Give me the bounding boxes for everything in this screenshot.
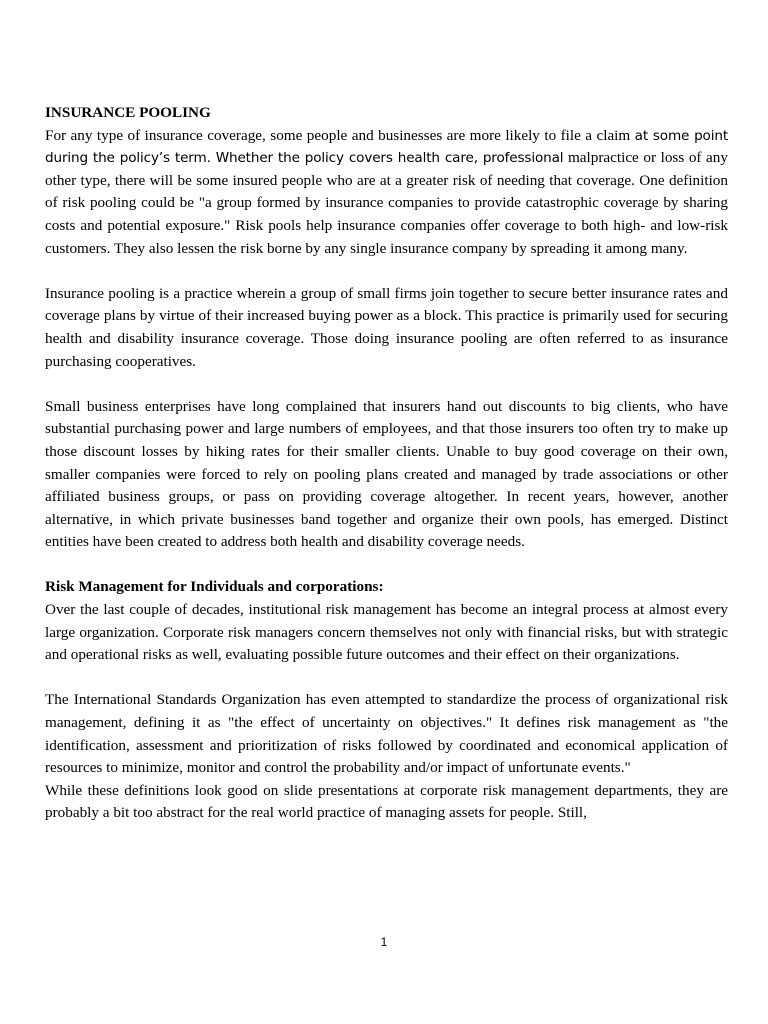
paragraph-spacer	[45, 667, 728, 690]
paragraph-small-business: Small business enterprises have long complained that insurers hand out discounts to big clients, who have substantial purchasing power and large numbers of employees, and that those insurers too often try to make up those discount losses by hiking rates for their smaller clients. Unable to buy good coverage on their own, smaller companies were forced to rely on pooling plans created and managed by trade associations or other affiliated business groups, or pass on providing coverage altogether. In recent years, however, another alternative, in which private businesses band together and organize their own pools, has emerged. Distinct entities have been created to address both health and disability coverage needs.	[45, 397, 728, 551]
paragraph-iso-definition: The International Standards Organization has even attempted to standardize the process of organizational risk management, defining it as "the effect of uncertainty on objectives." It defines risk management as "the identification, assessment and prioritization of risks followed by coordinated and economical application of resources to minimize, monitor and control the probability and/or impact of unfortunate events."	[45, 691, 728, 777]
paragraph-institutional-risk-management: Over the last couple of decades, institutional risk management has become an integral process at almost every large organization. Corporate risk managers concern themselves not only with financial risks, but with strategic and operational risks as well, evaluating possible future outcomes and their effect on their organizations.	[45, 601, 728, 664]
paragraph-text-segment: malpractice or loss of any other type, there will be some insured people who are at a greater risk of needing that coverage. One definition of risk pooling could be "a group formed by insurance companies to provide catastrophic coverage by sharing costs and potential exposure." Risk pools help insurance companies offer coverage to both high- and low-risk customers. They also lessen the risk borne by any single insurance company by spreading it among many.	[45, 149, 728, 257]
paragraph-spacer	[45, 373, 728, 396]
paragraph-text-segment: For any type of insurance coverage, some people and businesses are more likely to file a claim	[45, 126, 635, 144]
page-body	[45, 102, 728, 825]
paragraph-spacer	[45, 554, 728, 577]
page-number: 1	[380, 935, 388, 949]
paragraph-text-segment-alt-font: at some point during the policy’s term. Whether the policy covers health care, professional	[45, 127, 728, 167]
section-heading-risk-management: Risk Management for Individuals and corporations:	[45, 578, 384, 596]
paragraph-spacer	[45, 260, 728, 283]
paragraph-insurance-pooling-practice: Insurance pooling is a practice wherein a group of small firms join together to secure better insurance rates and coverage plans by virtue of their increased buying power as a block. This practice is primarily used for securing health and disability insurance coverage. Those doing insurance pooling are often referred to as insurance purchasing cooperatives.	[45, 284, 728, 370]
paragraph-definitions-abstract: While these definitions look good on slide presentations at corporate risk management departments, they are probably a bit too abstract for the real world practice of managing assets for people. Still,	[45, 781, 728, 822]
section-heading-insurance-pooling: INSURANCE POOLING	[45, 104, 211, 121]
paragraph-risk-pooling-definition	[45, 125, 728, 261]
